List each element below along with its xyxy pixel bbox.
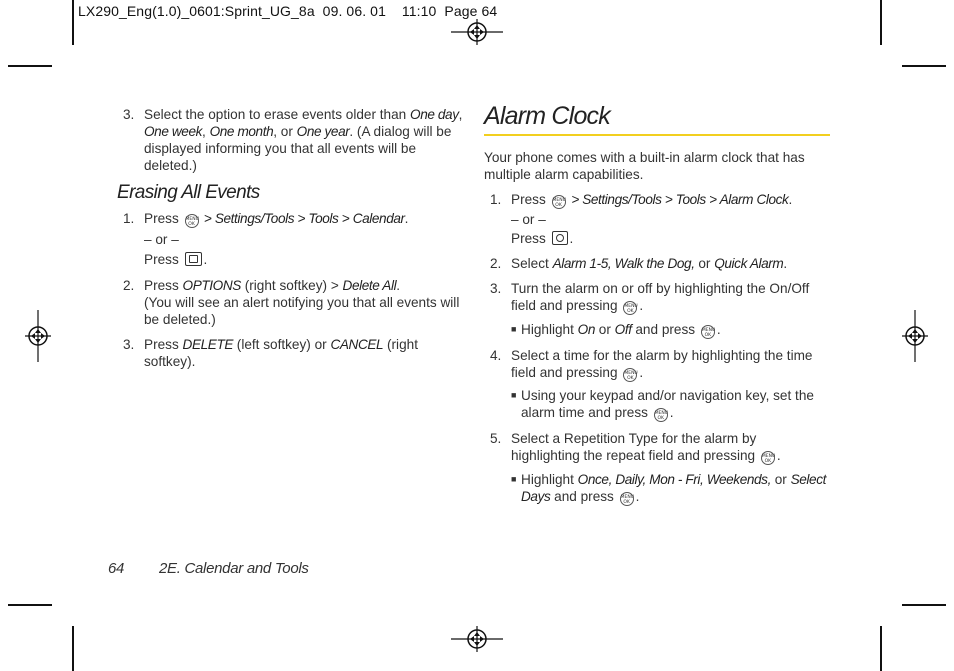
option-one-day: One day — [410, 107, 459, 122]
section-name: 2E. Calendar and Tools — [159, 560, 309, 577]
intro-line: Your phone comes with a built-in alarm clock that has — [484, 150, 805, 165]
crop-mark — [72, 0, 74, 45]
left-step-1 — [117, 210, 465, 268]
text: (right softkey) > — [240, 278, 343, 293]
step-number: 2. — [123, 278, 135, 293]
text: Select — [511, 256, 553, 271]
step-text: (You will see an alert notifying you that all events will — [144, 295, 460, 310]
step-number: 5. — [490, 431, 502, 446]
step-text: Select a time for the alarm by highlighting the time — [511, 348, 813, 363]
menu-ok-key-icon: MENU OK — [654, 408, 668, 422]
option-select-days: Select — [790, 472, 826, 487]
option-on: On — [577, 322, 596, 337]
menu-path: > Settings/Tools > Tools > Alarm Clock — [571, 192, 789, 207]
softkey-cancel: CANCEL — [330, 337, 384, 352]
menu-ok-key-icon: MENU OK — [620, 492, 634, 506]
menu-ok-key-icon: MENU OK — [623, 301, 637, 315]
or-separator: – or – — [511, 212, 546, 227]
registration-mark-icon — [451, 626, 503, 652]
alarm-key-icon — [552, 231, 568, 245]
left-step-3-erase-older — [117, 106, 465, 174]
registration-mark-icon — [25, 310, 51, 362]
text: . — [635, 489, 640, 504]
text: . — [783, 256, 788, 271]
text: Highlight — [521, 472, 578, 487]
text: . — [203, 252, 208, 267]
step-text — [144, 251, 465, 268]
step-text — [144, 277, 465, 294]
option-delete-all: Delete All — [342, 278, 397, 293]
step-number: 3. — [123, 107, 135, 122]
right-step-3-bullet — [511, 321, 830, 339]
text: (right softkey). — [144, 337, 418, 369]
step-text — [511, 230, 830, 247]
menu-ok-key-icon: MENU OK — [701, 325, 715, 339]
text: , — [458, 107, 463, 122]
option-select-days: Days — [521, 489, 551, 504]
option-one-week: One week — [144, 124, 203, 139]
bullet-icon: ■ — [511, 474, 517, 484]
right-step-4-bullet — [511, 387, 830, 422]
text: Press — [511, 192, 550, 207]
step-text — [144, 336, 465, 370]
text: alarm time and press — [521, 405, 652, 420]
intro-line: multiple alarm capabilities. — [484, 167, 644, 182]
step-text — [511, 364, 830, 382]
step-number: 3. — [490, 281, 502, 296]
text: Settings/Tools > Tools > Calendar — [214, 211, 405, 226]
bullet-icon: ■ — [511, 324, 517, 334]
step-text — [511, 297, 830, 315]
registration-mark-icon — [451, 19, 503, 45]
text: > — [200, 211, 215, 226]
text: . (A dialog will be — [349, 124, 452, 139]
text: or — [595, 322, 615, 337]
crop-mark — [902, 604, 946, 606]
text: . — [639, 365, 644, 380]
intro-paragraph — [484, 149, 830, 183]
step-number: 1. — [490, 192, 502, 207]
left-step-3 — [117, 336, 465, 370]
print-slug: LX290_Eng(1.0)_0601:Sprint_UG_8a 09. 06. 01 11:10 Page 64 — [78, 3, 498, 19]
step-number: 2. — [490, 256, 502, 271]
step-text — [511, 255, 830, 272]
text: . — [788, 192, 793, 207]
softkey-delete: DELETE — [182, 337, 234, 352]
text: or — [770, 472, 791, 487]
option-alarm-list: Alarm 1-5, Walk the Dog, — [552, 256, 695, 271]
crop-mark — [8, 604, 52, 606]
crop-mark — [8, 65, 52, 67]
step-text — [144, 123, 465, 140]
left-column — [117, 106, 465, 370]
step-text — [144, 210, 465, 228]
calendar-key-icon — [185, 252, 202, 266]
registration-mark-icon — [902, 310, 928, 362]
softkey-options: OPTIONS — [182, 278, 241, 293]
menu-ok-key-icon: MENU OK — [552, 195, 566, 209]
menu-ok-key-icon: MENU OK — [623, 368, 637, 382]
step-text: Turn the alarm on or off by highlighting the On/Off — [511, 281, 810, 296]
step-text: Select a Repetition Type for the alarm by — [511, 431, 757, 446]
text-line — [521, 404, 830, 422]
text: , or — [273, 124, 297, 139]
step-text: be deleted.) — [144, 312, 216, 327]
text: or — [694, 256, 715, 271]
title-underline — [484, 134, 830, 136]
step-number: 1. — [123, 211, 135, 226]
menu-ok-key-icon: MENU OK — [185, 214, 199, 228]
step-number: 3. — [123, 337, 135, 352]
option-repetitions: Once, Daily, Mon - Fri, Weekends, — [577, 472, 771, 487]
text: Press — [144, 337, 183, 352]
text: (left softkey) or — [233, 337, 331, 352]
option-one-year: One year — [296, 124, 350, 139]
step-text — [144, 106, 465, 123]
right-step-1 — [484, 191, 830, 247]
option-off: Off — [614, 322, 632, 337]
text: . — [569, 231, 574, 246]
right-step-5 — [484, 430, 830, 465]
crop-mark — [902, 65, 946, 67]
step-text: deleted.) — [144, 158, 197, 173]
crop-mark — [880, 626, 882, 671]
text: , — [202, 124, 210, 139]
right-step-3 — [484, 280, 830, 315]
option-one-month: One month — [209, 124, 274, 139]
text: Press — [511, 231, 550, 246]
text: . — [669, 405, 674, 420]
crop-mark — [72, 626, 74, 671]
right-step-2 — [484, 255, 830, 272]
crop-mark — [880, 0, 882, 45]
option-quick-alarm: Quick Alarm — [714, 256, 784, 271]
text: field and pressing — [511, 365, 622, 380]
bullet-icon: ■ — [511, 390, 517, 400]
text: . — [404, 211, 409, 226]
text: Using your keypad and/or navigation key, set the — [521, 388, 814, 403]
menu-path — [201, 211, 405, 226]
left-step-2 — [117, 277, 465, 328]
text: field and pressing — [511, 298, 622, 313]
step-number: 4. — [490, 348, 502, 363]
text: . — [776, 448, 781, 463]
step-text — [511, 447, 830, 465]
text: Highlight — [521, 322, 578, 337]
text-line — [521, 471, 830, 488]
page-number: 64 — [108, 560, 125, 577]
text: and press — [631, 322, 699, 337]
right-step-5-bullet — [511, 471, 830, 506]
text: Press — [144, 211, 183, 226]
step-text — [511, 191, 830, 209]
right-step-4 — [484, 347, 830, 382]
step-text: displayed informing you that all events will be — [144, 141, 417, 156]
text: and press — [550, 489, 618, 504]
text: . — [716, 322, 721, 337]
menu-ok-key-icon: MENU OK — [761, 451, 775, 465]
text-line — [521, 488, 830, 506]
text: highlighting the repeat field and pressing — [511, 448, 759, 463]
section-title-alarm-clock: Alarm Clock — [484, 102, 610, 130]
text: . — [639, 298, 644, 313]
right-column — [484, 102, 830, 506]
text: Press — [144, 252, 183, 267]
or-separator: – or – — [144, 232, 179, 247]
text: Select the option to erase events older than — [144, 107, 411, 122]
text: . — [396, 278, 400, 293]
text: Press — [144, 278, 183, 293]
section-heading-erasing-all-events: Erasing All Events — [117, 182, 260, 203]
